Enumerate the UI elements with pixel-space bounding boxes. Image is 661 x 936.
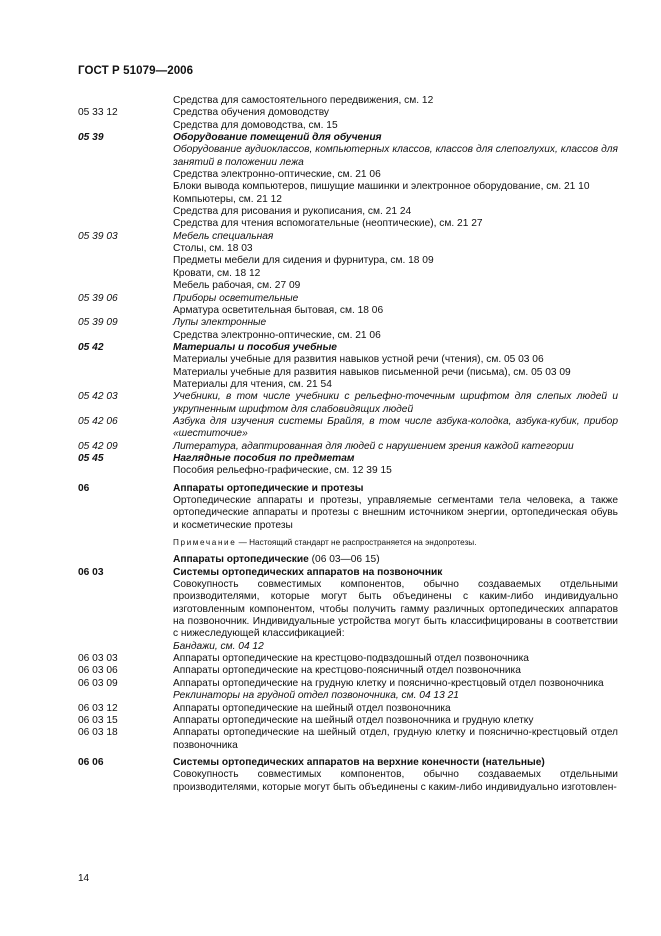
entry-code: 06 03 03 bbox=[78, 653, 118, 665]
classification-entry bbox=[78, 255, 618, 267]
entry-code: 05 39 bbox=[78, 132, 104, 144]
entry-code bbox=[78, 537, 173, 549]
classification-entry bbox=[78, 715, 618, 727]
entry-text: Компьютеры, см. 21 12 bbox=[173, 193, 282, 205]
entry-text: Арматура осветительная бытовая, см. 18 06 bbox=[173, 304, 384, 316]
note-label: Примечание bbox=[173, 538, 237, 548]
entry-text: Аппараты ортопедические на крестцово-поясничный отдел позвоночника bbox=[173, 665, 521, 677]
classification-entry bbox=[78, 495, 618, 532]
entry-text: Кровати, см. 18 12 bbox=[173, 267, 261, 279]
entry-text: Совокупность совместимых компонентов, обычно создаваемых отдельными производителями, которые могут быть объединены с каким-либо индивидуально изготовлен- bbox=[173, 769, 618, 793]
entry-text: Мебель рабочая, см. 27 09 bbox=[173, 280, 301, 292]
classification-entry bbox=[78, 465, 618, 477]
classification-entry bbox=[78, 330, 618, 342]
entry-text: Аппараты ортопедические на крестцово-подвздошный отдел позвоночника bbox=[173, 653, 529, 665]
entry-text: Материалы и пособия учебные bbox=[173, 341, 337, 353]
classification-entry bbox=[78, 703, 618, 715]
classification-entry bbox=[78, 653, 618, 665]
entry-text: Предметы мебели для сидения и фурнитура, см. 18 09 bbox=[173, 255, 434, 267]
entry-text: Материалы учебные для развития навыков письменной речи (письма), см. 05 03 09 bbox=[173, 366, 571, 378]
entry-code: 06 03 bbox=[78, 566, 104, 578]
classification-entry bbox=[78, 690, 618, 702]
entry-code bbox=[78, 169, 173, 181]
entry-text: Мебель специальная bbox=[173, 230, 274, 242]
classification-entry bbox=[78, 243, 618, 255]
classification-entry bbox=[78, 231, 618, 243]
classification-entry bbox=[78, 95, 618, 107]
entry-code bbox=[78, 305, 173, 317]
entry-code bbox=[78, 280, 173, 292]
entry-code bbox=[78, 379, 173, 391]
classification-entry bbox=[78, 757, 618, 769]
classification-entry bbox=[78, 641, 618, 653]
entry-code bbox=[78, 367, 173, 379]
group-label: Аппараты ортопедические bbox=[173, 554, 309, 566]
entry-text: Пособия рельефно-графические, см. 12 39 15 bbox=[173, 465, 392, 477]
classification-entry bbox=[78, 107, 618, 119]
entry-code bbox=[78, 194, 173, 206]
classification-entry bbox=[78, 391, 618, 416]
entry-code: 05 39 03 bbox=[78, 230, 118, 242]
entry-text: Средства для чтения вспомогательные (неоптические), см. 21 27 bbox=[173, 218, 483, 230]
classification-entry bbox=[78, 483, 618, 495]
entry-text: Средства для рисования и рукописания, см. 21 24 bbox=[173, 206, 412, 218]
entry-code: 06 03 09 bbox=[78, 677, 118, 689]
entry-code bbox=[78, 554, 173, 566]
entry-text: Аппараты ортопедические на шейный отдел позвоночника bbox=[173, 702, 451, 714]
entry-code: 06 03 15 bbox=[78, 714, 118, 726]
entry-text: Аппараты ортопедические на шейный отдел позвоночника и грудную клетку bbox=[173, 714, 534, 726]
page-number: 14 bbox=[78, 873, 90, 884]
classification-entry bbox=[78, 416, 618, 441]
entry-code: 06 03 18 bbox=[78, 727, 118, 739]
entry-text: Приборы осветительные bbox=[173, 292, 299, 304]
entry-code: 05 45 bbox=[78, 452, 104, 464]
classification-entry bbox=[78, 280, 618, 292]
classification-entry bbox=[78, 379, 618, 391]
entry-code: 05 39 06 bbox=[78, 292, 118, 304]
classification-entry bbox=[78, 132, 618, 144]
group-range: (06 03—06 15) bbox=[308, 554, 380, 566]
classification-entry bbox=[78, 181, 618, 193]
entry-text: Столы, см. 18 03 bbox=[173, 243, 253, 255]
classification-entry bbox=[78, 293, 618, 305]
entry-text: Оборудование помещений для обучения bbox=[173, 132, 382, 144]
entry-text: Азбука для изучения системы Брайля, в том числе азбука-колодка, азбука-кубик, прибор «шеститочие» bbox=[173, 415, 618, 440]
classification-entry bbox=[78, 354, 618, 366]
entry-text: Средства электронно-оптические, см. 21 06 bbox=[173, 169, 381, 181]
entry-code bbox=[78, 243, 173, 255]
entry-code: 05 42 03 bbox=[78, 391, 118, 403]
classification-entry bbox=[78, 554, 618, 566]
entry-text: Совокупность совместимых компонентов, обычно создаваемых отдельными производителями, которые могут быть объединены с каким-либо индивидуально изготовленным компонентом, чтобы получить гамму различных ортопедических аппаратов на позвоночник. Индивидуальные устройства могут быть классифицированы в соответствии с нижеследующей классификацией: bbox=[173, 579, 618, 640]
classification-entry bbox=[78, 453, 618, 465]
classification-entry bbox=[78, 678, 618, 690]
entry-text: Средства электронно-оптические, см. 21 06 bbox=[173, 329, 381, 341]
entry-code: 05 33 12 bbox=[78, 107, 118, 119]
entry-code bbox=[78, 206, 173, 218]
entry-code bbox=[78, 579, 173, 641]
entry-text: Ортопедические аппараты и протезы, управляемые сегментами тела человека, а также ортопедические аппараты и протезы с внешним источником энергии, ортопедическая обувь и косметические протезы bbox=[173, 495, 618, 531]
entry-code bbox=[78, 769, 173, 794]
entry-text: Средства для домоводства, см. 15 bbox=[173, 119, 338, 131]
entry-text: Наглядные пособия по предметам bbox=[173, 452, 355, 464]
entry-code: 05 42 bbox=[78, 341, 104, 353]
classification-entry bbox=[78, 169, 618, 181]
classification-entry bbox=[78, 567, 618, 579]
entry-code: 05 42 09 bbox=[78, 440, 118, 452]
entry-code bbox=[78, 690, 173, 702]
entry-text: Системы ортопедических аппаратов на позвоночник bbox=[173, 566, 443, 578]
entry-text: Литература, адаптированная для людей с нарушением зрения каждой категории bbox=[173, 440, 574, 452]
entry-code: 06 03 12 bbox=[78, 702, 118, 714]
entry-code bbox=[78, 465, 173, 477]
entry-text: Бандажи, см. 04 12 bbox=[173, 640, 264, 652]
classification-entry bbox=[78, 367, 618, 379]
entry-code bbox=[78, 330, 173, 342]
classification-entry bbox=[78, 769, 618, 794]
entry-code bbox=[78, 144, 173, 169]
classification-entry bbox=[78, 579, 618, 641]
note-row bbox=[78, 537, 618, 549]
entry-text: Лупы электронные bbox=[173, 317, 267, 329]
entry-text: Блоки вывода компьютеров, пишущие машинки и электронное оборудование, см. 21 10 bbox=[173, 181, 590, 193]
entry-code bbox=[78, 255, 173, 267]
entry-code bbox=[78, 120, 173, 132]
classification-entry bbox=[78, 144, 618, 169]
entry-code bbox=[78, 641, 173, 653]
entry-text: Аппараты ортопедические и протезы bbox=[173, 482, 364, 494]
entry-code: 05 42 06 bbox=[78, 415, 118, 427]
document-header: ГОСТ Р 51079—2006 bbox=[78, 65, 194, 77]
entry-code bbox=[78, 354, 173, 366]
entry-code bbox=[78, 268, 173, 280]
entry-text: Реклинаторы на грудной отдел позвоночника, см. 04 13 21 bbox=[173, 690, 459, 702]
classification-entry bbox=[78, 727, 618, 752]
classification-entry bbox=[78, 120, 618, 132]
entry-text bbox=[173, 537, 618, 549]
entry-text: Материалы учебные для развития навыков устной речи (чтения), см. 05 03 06 bbox=[173, 354, 544, 366]
entry-text bbox=[173, 554, 618, 566]
classification-entries bbox=[78, 95, 618, 794]
entry-code: 06 bbox=[78, 482, 90, 494]
entry-code bbox=[78, 495, 173, 532]
entry-text: Учебники, в том числе учебники с рельефно-точечным шрифтом для слепых людей и укрупненным шрифтом для слабовидящих людей bbox=[173, 391, 618, 415]
classification-entry bbox=[78, 218, 618, 230]
entry-code: 06 06 bbox=[78, 756, 104, 768]
entry-text: Материалы для чтения, см. 21 54 bbox=[173, 378, 332, 390]
entry-code bbox=[78, 218, 173, 230]
classification-entry bbox=[78, 194, 618, 206]
entry-text: Аппараты ортопедические на шейный отдел, грудную клетку и пояснично-крестцовый отдел позвоночника bbox=[173, 727, 618, 751]
classification-entry bbox=[78, 206, 618, 218]
classification-entry bbox=[78, 441, 618, 453]
classification-entry bbox=[78, 342, 618, 354]
entry-text: Оборудование аудиоклассов, компьютерных классов, классов для слепоглухих, классов для занятий в положении лежа bbox=[173, 144, 618, 168]
classification-entry bbox=[78, 305, 618, 317]
note-text: — Настоящий стандарт не распространяется на эндопротезы. bbox=[236, 538, 477, 548]
entry-text: Средства обучения домоводству bbox=[173, 107, 329, 119]
entry-code bbox=[78, 181, 173, 193]
entry-text: Аппараты ортопедические на грудную клетку и пояснично-крестцовый отдел позвоночника bbox=[173, 677, 604, 689]
classification-entry bbox=[78, 665, 618, 677]
entry-text: Системы ортопедических аппаратов на верхние конечности (нательные) bbox=[173, 756, 545, 768]
classification-entry bbox=[78, 268, 618, 280]
entry-code: 06 03 06 bbox=[78, 665, 118, 677]
entry-code bbox=[78, 95, 173, 107]
classification-entry bbox=[78, 317, 618, 329]
entry-text: Средства для самостоятельного передвижения, см. 12 bbox=[173, 95, 434, 106]
entry-code: 05 39 09 bbox=[78, 317, 118, 329]
